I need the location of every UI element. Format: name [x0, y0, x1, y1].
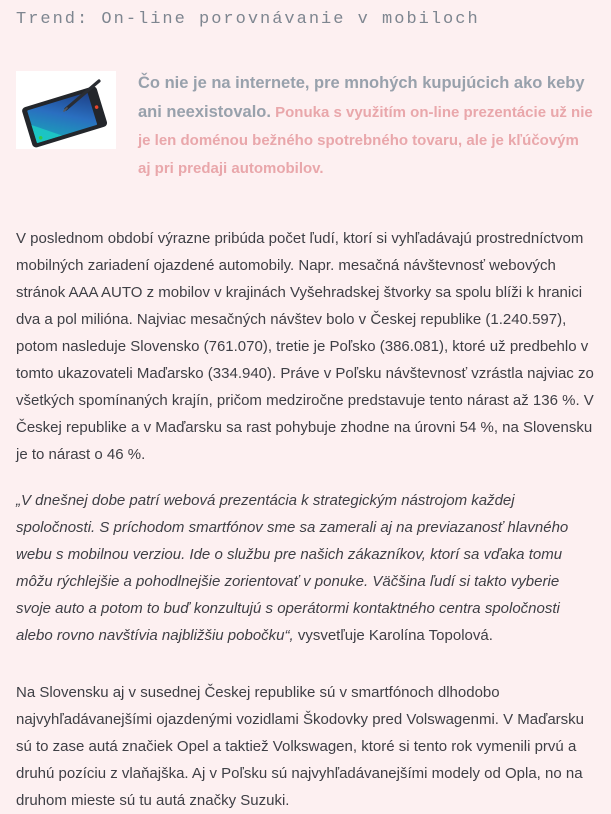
lead-section: [16, 68, 593, 183]
paragraph-car-brands: Na Slovensku aj v susednej Českej republike sú v smartfónoch dlhodobo najvyhľadávanejšími ojazdenými vozidlami Škodovky pred Volswagenmi. V Maďarsku sú to zase autá značiek Opel a taktiež Volkswagen, ktoré si tento rok vymenili prvú a druhú pozíciu z vlaňajška. Aj v Poľsku sú najvyhľadávanejšími modely od Opla, no na druhom mieste sú tu autá značky Suzuki.: [16, 684, 585, 809]
quote-text: „V dnešnej dobe patrí webová prezentácia k strategickým nástrojom každej spoločnosti. S príchodom smartfónov sme sa zamerali aj na previazanosť hlavného webu s mobilnou verziou. Ide o službu pre našich zákazníkov, ktorí sa vďaka tomu môžu rýchlejšie a pohodlnejšie zorientovať v ponuke. Väčšina ľudí si takto vyberie svoje auto a potom to buď konzultujú s operátormi kontaktného centra spoločnosti alebo rovno navštívia najbližšiu pobočku“,: [16, 492, 569, 644]
paragraph-visit-statistics: V poslednom období výrazne pribúda počet ľudí, ktorí si vyhľadávajú prostredníctvom mobilných zariadení ojazdené automobily. Napr. mesačná návštevnosť webových stránok AAA AUTO z mobilov v krajinách Vyšehradskej štvorky sa spolu blíži k hranici dva a pol milióna. Najviac mesačných návštev bolo v Českej republike (1.240.597), potom nasleduje Slovensko (761.070), tretie je Poľsko (386.081), ktoré už predbehlo v tomto ukazovateli Maďarsko (334.940). Práve v Poľsku návštevnosť vzrástla najviac zo všetkých spomínaných krajín, pričom medziročne predstavuje tento nárast až 136 %. V Českej republike a v Maďarsku sa rast pohybuje zhodne na úrovni 54 %, na Slovensku je to nárast o 46 %.: [16, 230, 594, 463]
quote-attribution: vysvetľuje Karolína Topolová.: [293, 627, 493, 644]
article-body: [16, 225, 596, 814]
tablet-illustration: [16, 71, 116, 149]
lead-paragraph: [138, 68, 593, 183]
lead-sentence-secondary: Ponuka s využitím on-line prezentácie už nie je len doménou bežného spotrebného tovaru, ale je kľúčovým aj pri predaji automobilov.: [138, 104, 593, 177]
page-title: Trend: On-line porovnávanie v mobiloch: [16, 10, 480, 29]
tablet-stylus-image: [16, 71, 116, 149]
paragraph-quote: [16, 487, 596, 649]
lead-sentence-primary: Čo nie je na internete, pre mnohých kupujúcich ako keby ani neexistovalo.: [138, 74, 585, 121]
